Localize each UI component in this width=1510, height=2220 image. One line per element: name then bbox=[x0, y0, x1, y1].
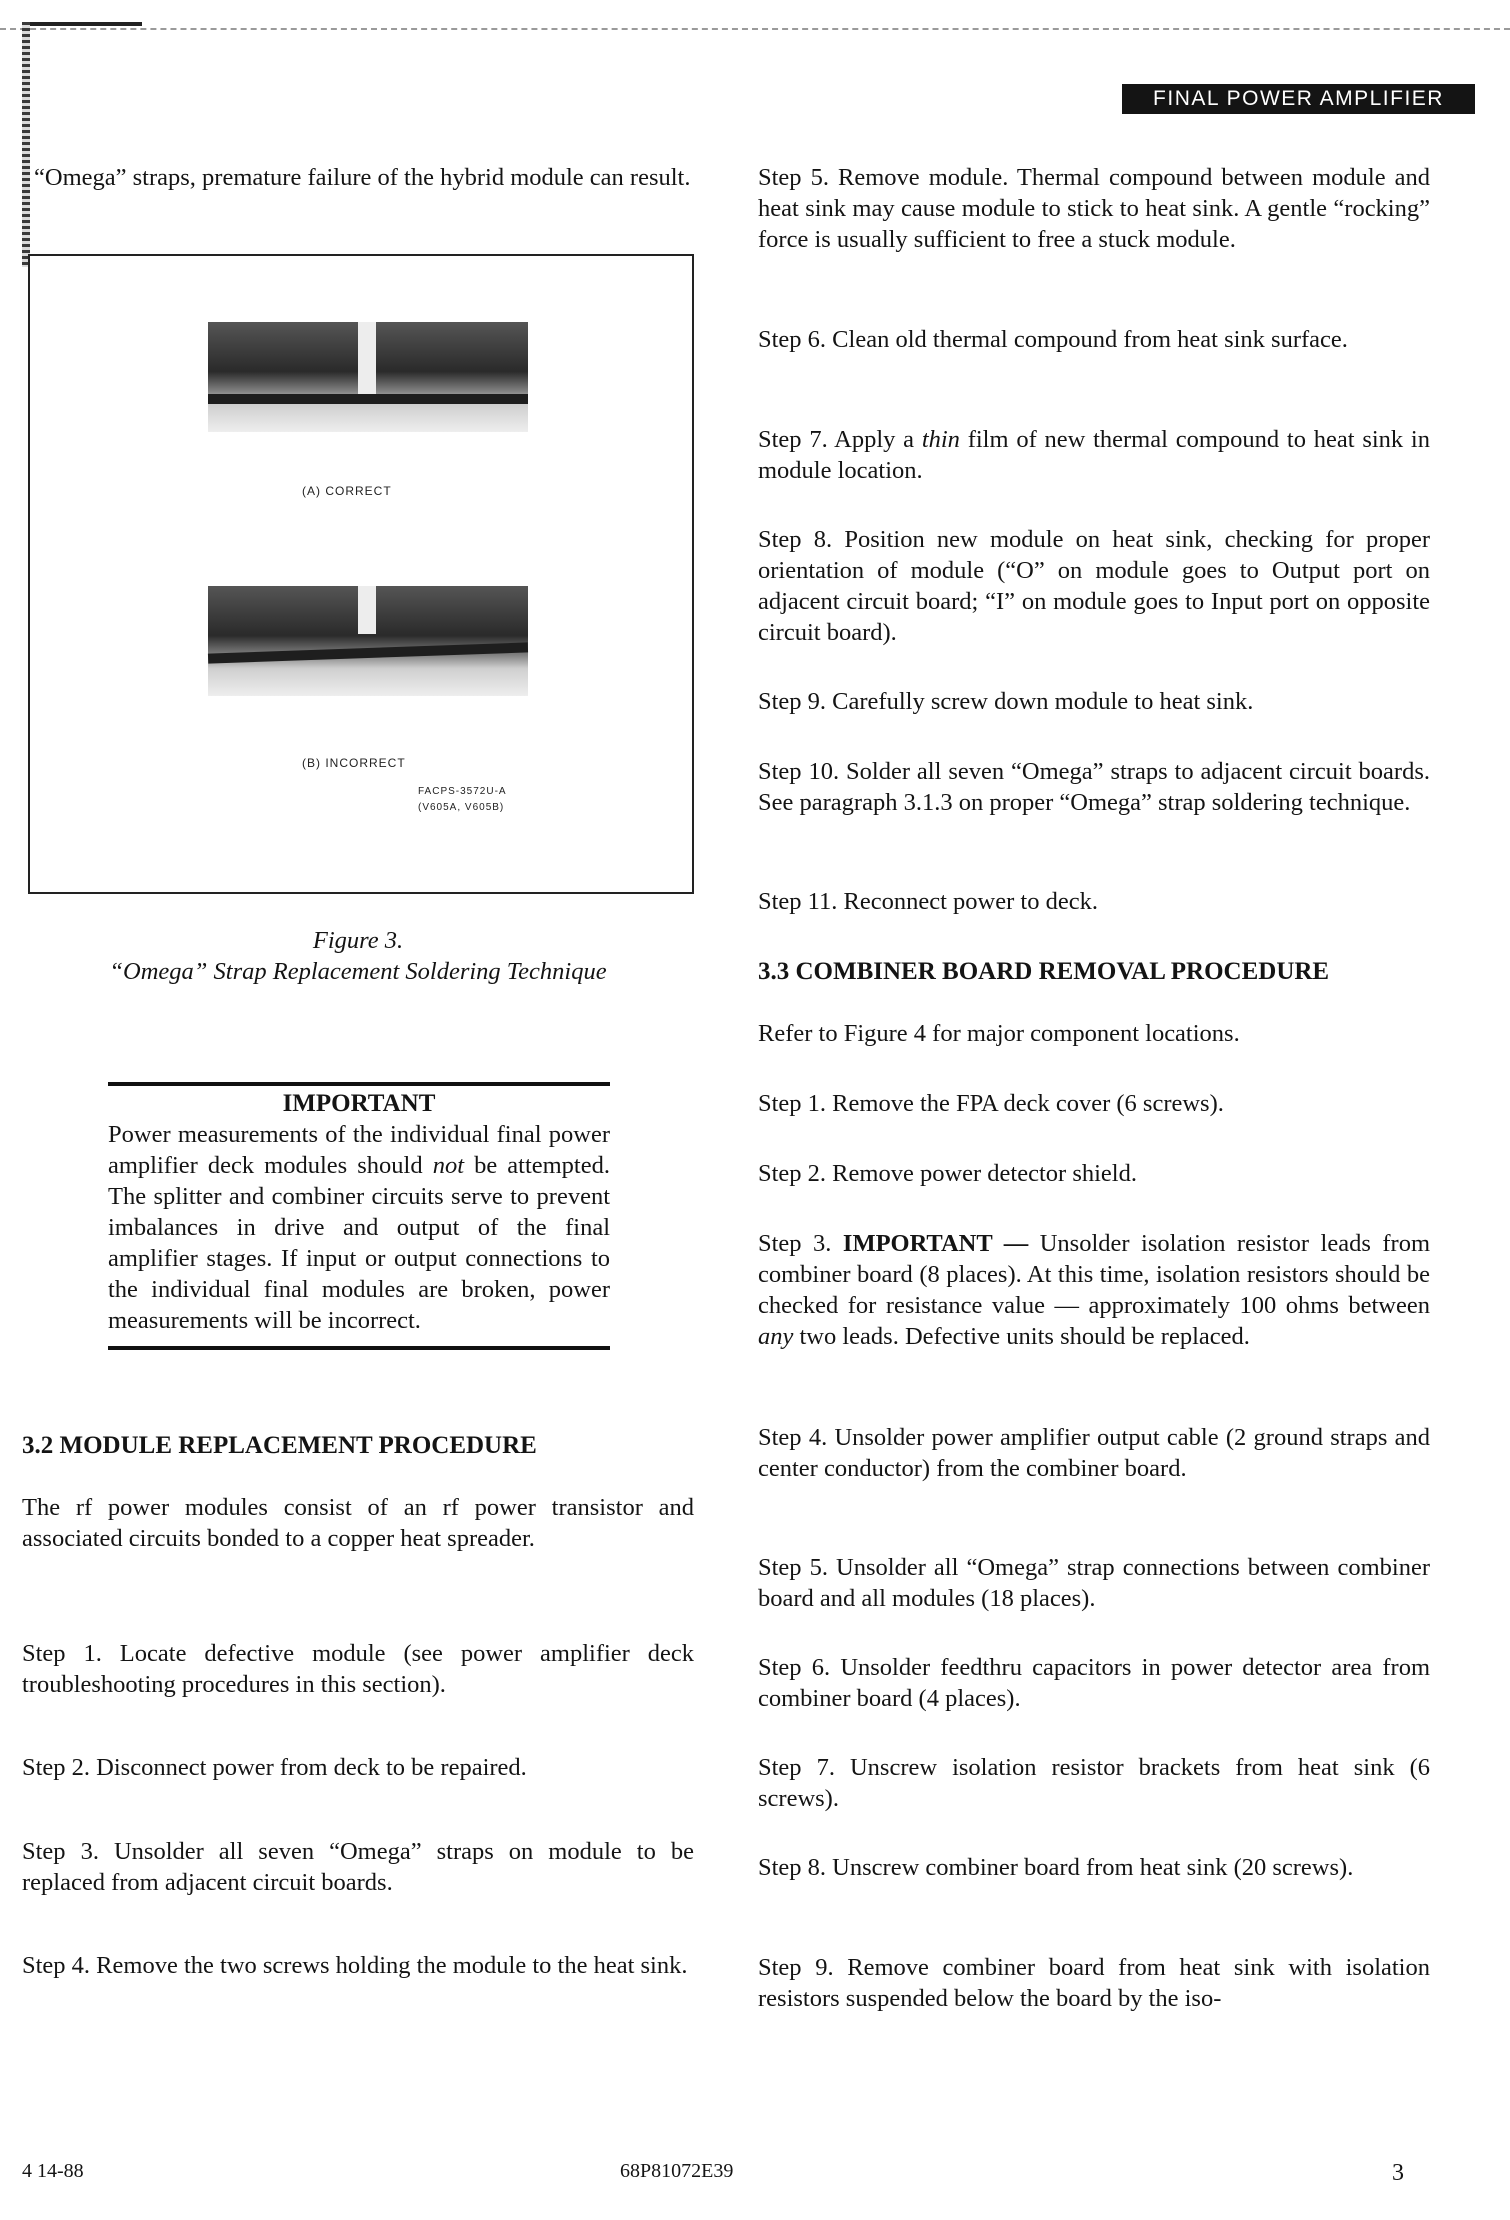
combiner-step-4: Step 4. Unsolder power amplifier output cable (2 ground straps and center conductor) from the combiner board. bbox=[758, 1424, 1430, 1482]
important-title: IMPORTANT bbox=[282, 1090, 436, 1117]
scan-corner-mark bbox=[22, 22, 142, 26]
section-heading-3-3: 3.3 COMBINER BOARD REMOVAL PROCEDURE bbox=[758, 958, 1330, 985]
important-text: Power measurements of the individual final power amplifier deck modules should not be attempted. The splitter and combiner circuits serve to prevent imbalances in drive and output of the final amplifier stages. If input or output connections to the individual final modules are broken, power measurements will be incorrect. bbox=[108, 1121, 610, 1334]
section-intro-3-3: Refer to Figure 4 for major component locations. bbox=[758, 1020, 1240, 1047]
figure-caption-number: Figure 3. bbox=[312, 927, 404, 954]
module-step-2: Step 2. Disconnect power from deck to be repaired. bbox=[22, 1754, 527, 1781]
module-step-6: Step 6. Clean old thermal compound from heat sink surface. bbox=[758, 326, 1348, 353]
important-notice bbox=[108, 1082, 610, 1350]
footer-page-number: 3 bbox=[1392, 2160, 1404, 2186]
figure-3-frame bbox=[28, 254, 694, 894]
important-top-rule bbox=[108, 1082, 610, 1086]
combiner-step-6: Step 6. Unsolder feedthru capacitors in power detector area from combiner board (4 places). bbox=[758, 1654, 1430, 1712]
important-bottom-rule bbox=[108, 1346, 610, 1350]
figure-ref-line-2: (V605A, V605B) bbox=[418, 802, 505, 813]
combiner-step-9: Step 9. Remove combiner board from heat sink with isolation resistors suspended below the board by the iso- bbox=[758, 1954, 1430, 2012]
section-intro-3-2: The rf power modules consist of an rf power transistor and associated circuits bonded to a copper heat spreader. bbox=[22, 1494, 694, 1552]
module-step-8: Step 8. Position new module on heat sink, checking for proper orientation of module (“O” on module goes to Output port on adjacent circuit board; “I” on module goes to Input port on opposite circuit board). bbox=[758, 526, 1430, 646]
module-step-1: Step 1. Locate defective module (see power amplifier deck troubleshooting procedures in this section). bbox=[22, 1640, 694, 1698]
scan-binding-edge bbox=[22, 22, 30, 267]
photo-incorrect bbox=[208, 586, 528, 696]
photo-correct bbox=[208, 322, 528, 432]
combiner-step-2: Step 2. Remove power detector shield. bbox=[758, 1160, 1137, 1187]
combiner-step-5: Step 5. Unsolder all “Omega” strap connections between combiner board and all modules (18 places). bbox=[758, 1554, 1430, 1612]
scan-top-edge bbox=[0, 0, 1510, 30]
module-step-7: Step 7. Apply a thin film of new thermal compound to heat sink in module location. bbox=[758, 426, 1430, 484]
combiner-step-3: Step 3. IMPORTANT — Unsolder isolation resistor leads from combiner board (8 places). At this time, isolation resistors should be checked for resistance value — approximately 100 ohms between any two leads. Defective units should be replaced. bbox=[758, 1230, 1431, 1350]
module-step-5: Step 5. Remove module. Thermal compound between module and heat sink may cause module to stick to heat sink. A gentle “rocking” force is usually sufficient to free a stuck module. bbox=[758, 164, 1430, 253]
figure-label-incorrect: (B) INCORRECT bbox=[302, 756, 406, 770]
combiner-step-7: Step 7. Unscrew isolation resistor brackets from heat sink (6 screws). bbox=[758, 1754, 1430, 1812]
section-heading-3-2: 3.2 MODULE REPLACEMENT PROCEDURE bbox=[22, 1432, 537, 1459]
combiner-step-1: Step 1. Remove the FPA deck cover (6 screws). bbox=[758, 1090, 1224, 1117]
intro-fragment: “Omega” straps, premature failure of the hybrid module can result. bbox=[34, 164, 691, 191]
figure-label-correct: (A) CORRECT bbox=[302, 484, 392, 498]
figure-ref-line-1: FACPS-3572U-A bbox=[418, 786, 507, 797]
combiner-step-8: Step 8. Unscrew combiner board from heat sink (20 screws). bbox=[758, 1854, 1354, 1881]
module-step-3: Step 3. Unsolder all seven “Omega” straps on module to be replaced from adjacent circuit boards. bbox=[22, 1838, 694, 1896]
module-step-11: Step 11. Reconnect power to deck. bbox=[758, 888, 1098, 915]
module-step-4: Step 4. Remove the two screws holding the module to the heat sink. bbox=[22, 1952, 688, 1979]
footer-doc-number: 68P81072E39 bbox=[620, 2160, 734, 2182]
figure-caption-title: “Omega” Strap Replacement Soldering Technique bbox=[109, 958, 607, 985]
section-tab: FINAL POWER AMPLIFIER bbox=[1122, 84, 1475, 114]
footer-date: 4 14-88 bbox=[22, 2160, 84, 2182]
module-step-9: Step 9. Carefully screw down module to heat sink. bbox=[758, 688, 1254, 715]
module-step-10: Step 10. Solder all seven “Omega” straps to adjacent circuit boards. See paragraph 3.1.3 on proper “Omega” strap soldering technique. bbox=[758, 758, 1430, 816]
